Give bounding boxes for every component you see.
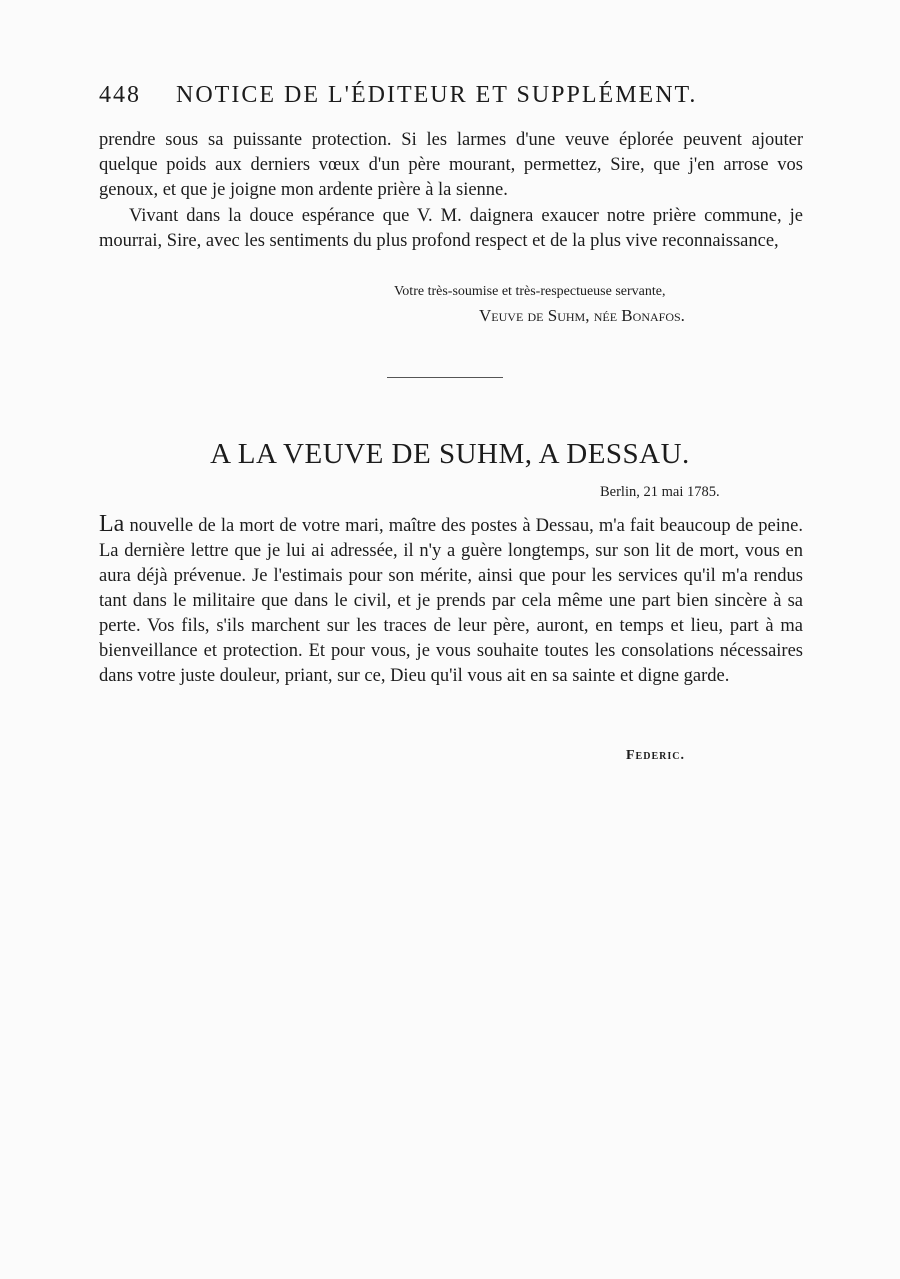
letter-paragraph-1: prendre sous sa puissante protection. Si les larmes d'une veuve éplorée peuvent ajouter quelque poids aux derniers vœux d'un père mourant, permettez, Sire, que j'en arrose vos genoux, et que je joigne mon ardente prière à la sienne. [99,130,803,200]
signature-name: Veuve de Suhm [479,306,586,325]
running-title: NOTICE DE L'ÉDITEUR ET SUPPLÉMENT. [176,82,698,108]
page-number: 448 [99,82,141,108]
reply-body [99,512,803,689]
letter-closing: Votre très-soumise et très-respectueuse servante, [394,284,666,299]
letter-signature [479,306,685,326]
section-divider [387,377,503,378]
letter-paragraph-2: Vivant dans la douce espérance que V. M. daignera exaucer notre prière commune, je mourrai, Sire, avec les sentiments du plus profond respect et de la plus vive reconnaissance, [99,206,803,251]
signoff: Federic. [626,748,685,763]
running-header [99,82,739,116]
drop-cap: La [99,511,125,537]
dateline: Berlin, 21 mai 1785. [600,484,720,500]
reply-text: nouvelle de la mort de votre mari, maître des postes à Dessau, m'a fait beaucoup de peine. La dernière lettre que je lui ai adressée, il n'y a guère longtemps, sur son lit de mort, vous en aura déjà prévenue. Je l'estimais pour son mérite, ainsi que pour les services qu'il m'a rendus tant dans le militaire que dans le civil, et je prends par cela même une part bien sincère à sa perte. Vos fils, s'ils marchent sur les traces de leur père, auront, en temps et lieu, part à ma bienveillance et protection. Et pour vous, je vous souhaite toutes les consolations nécessaires dans votre juste douleur, priant, sur ce, Dieu qu'il vous ait en sa sainte et digne garde. [99,516,803,686]
signature-suffix: , née Bonafos. [585,306,685,325]
letter-title: A LA VEUVE DE SUHM, A DESSAU. [210,438,690,470]
